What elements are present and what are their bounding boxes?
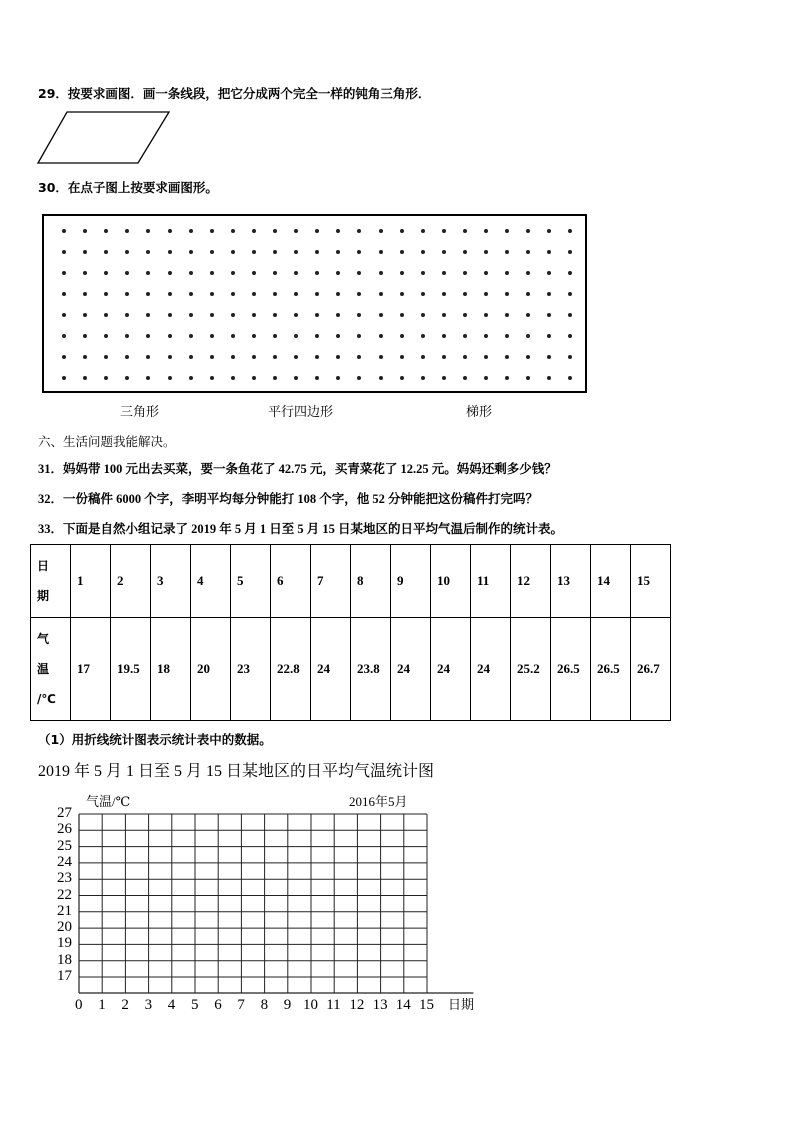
x-tick-label: 4: [167, 997, 176, 1013]
temperature-cell: 18: [151, 618, 191, 721]
label-trapezoid: 梯形: [466, 404, 493, 419]
y-tick-label: 25: [57, 837, 72, 854]
x-tick-label: 13: [372, 997, 388, 1013]
date-cell: 7: [311, 545, 351, 618]
y-tick-label: 17: [57, 968, 72, 984]
temperature-cell: 24: [431, 618, 471, 721]
x-tick-label: 1: [98, 997, 106, 1013]
temperature-cell: 23.8: [351, 618, 391, 721]
temperature-cell: 24: [391, 618, 431, 721]
date-cell: 10: [431, 545, 471, 618]
date-cell: 13: [551, 545, 591, 618]
y-tick-label: 21: [57, 902, 72, 919]
chart-title: 2019 年 5 月 1 日至 5 月 15 日某地区的日平均气温统计图: [38, 763, 435, 780]
header-char: 日: [37, 559, 50, 573]
date-cell: 5: [231, 545, 271, 618]
x-tick-label: 10: [303, 997, 318, 1013]
date-cell: 14: [591, 545, 631, 618]
header-char: 气: [37, 632, 50, 646]
header-char: /℃: [37, 692, 56, 706]
x-axis-label: 日期: [448, 997, 475, 1012]
header-char: 期: [37, 589, 50, 603]
label-parallelogram: 平行四边形: [268, 404, 334, 419]
temperature-cell: 26.5: [591, 618, 631, 721]
x-tick-label: 5: [191, 997, 199, 1013]
temperature-cell: 22.8: [271, 618, 311, 721]
temperature-cell: 25.2: [511, 618, 551, 721]
date-cell: 12: [511, 545, 551, 618]
date-cell: 3: [151, 545, 191, 618]
date-cell: 6: [271, 545, 311, 618]
temperature-cell: 17: [71, 618, 111, 721]
y-tick-label: 24: [57, 853, 72, 870]
y-tick-label: 22: [57, 886, 72, 903]
x-tick-label: 6: [214, 997, 222, 1013]
x-tick-label: 0: [75, 997, 83, 1013]
date-cell: 2: [111, 545, 151, 618]
x-tick-label: 8: [260, 997, 269, 1013]
y-tick-label: 20: [57, 919, 72, 936]
x-tick-label: 12: [349, 997, 365, 1013]
y-tick-label: 18: [57, 951, 72, 968]
x-tick-label: 2: [121, 997, 129, 1013]
date-cell: 8: [351, 545, 391, 618]
question-32: 32．一份稿件 6000 个字，李明平均每分钟能打 108 个字，他 52 分钟能把这份稿件打完吗？: [38, 492, 539, 506]
temperature-cell: 26.7: [631, 618, 671, 721]
temperature-cell: 26.5: [551, 618, 591, 721]
x-tick-label: 9: [283, 997, 292, 1013]
y-tick-label: 26: [57, 821, 72, 838]
x-tick-label: 3: [144, 997, 153, 1013]
temperature-cell: 19.5: [111, 618, 151, 721]
y-axis-label: 气温/℃: [86, 794, 131, 809]
x-tick-label: 15: [419, 997, 434, 1013]
question-33: 33．下面是自然小组记录了 2019 年 5 月 1 日至 5 月 15 日某地区的日平均气温后制作的统计表。: [38, 522, 564, 536]
corner-note: 2016年5月: [349, 794, 408, 809]
question-31: 31．妈妈带 100 元出去买菜，要一条鱼花了 42.75 元，买青菜花了 12.25 元。妈妈还剩多少钱？: [38, 462, 557, 476]
date-cell: 1: [71, 545, 111, 618]
header-char: 温: [37, 662, 50, 676]
x-tick-label: 14: [395, 997, 411, 1013]
temperature-cell: 24: [471, 618, 511, 721]
date-cell: 9: [391, 545, 431, 618]
y-tick-label: 23: [57, 870, 72, 887]
question-30: 30．在点子图上按要求画图形。: [38, 180, 218, 195]
temperature-cell: 24: [311, 618, 351, 721]
sub-question-1: （1）用折线统计图表示统计表中的数据。: [38, 732, 272, 747]
label-triangle: 三角形: [120, 404, 160, 419]
date-cell: 15: [631, 545, 671, 618]
question-29: 29．按要求画图．画一条线段，把它分成两个完全一样的钝角三角形．: [38, 86, 431, 101]
x-tick-label: 7: [237, 997, 245, 1013]
temperature-cell: 20: [191, 618, 231, 721]
y-tick-label: 27: [57, 805, 72, 821]
date-cell: 11: [471, 545, 511, 618]
date-cell: 4: [191, 545, 231, 618]
section-heading: 六、生活问题我能解决。: [38, 434, 176, 449]
y-tick-label: 19: [57, 935, 72, 952]
x-tick-label: 11: [326, 997, 341, 1013]
temperature-cell: 23: [231, 618, 271, 721]
